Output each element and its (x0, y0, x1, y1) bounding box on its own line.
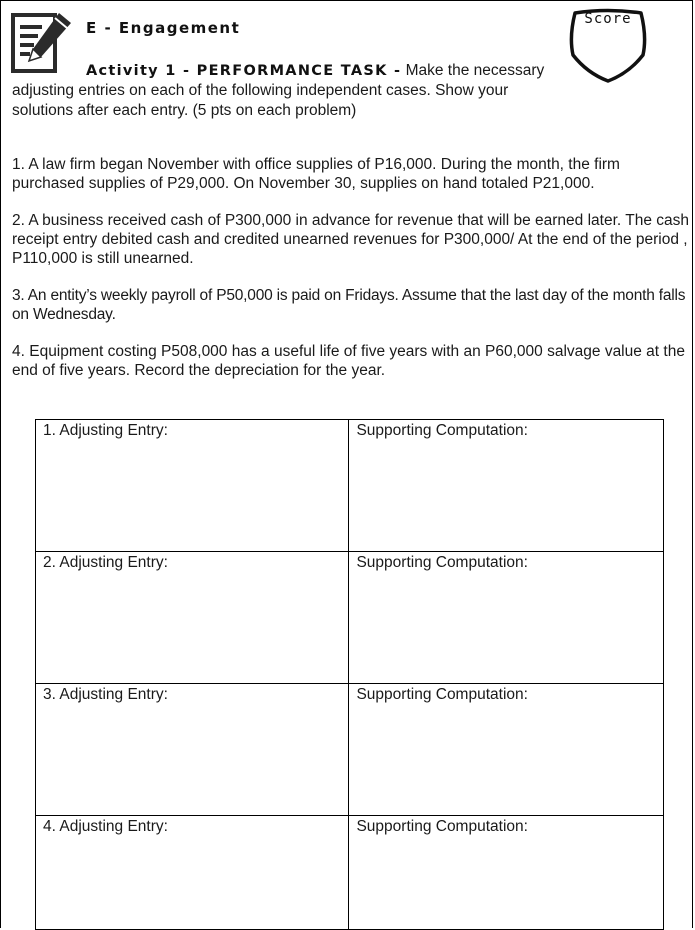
adjusting-entry-cell-2[interactable] (36, 552, 349, 684)
instructions (12, 61, 557, 121)
supporting-computation-label: Supporting Computation: (356, 422, 528, 439)
adjusting-entry-cell-3[interactable] (36, 684, 349, 816)
supporting-computation-cell-4[interactable] (349, 816, 664, 930)
supporting-computation-cell-2[interactable] (349, 552, 664, 684)
adjusting-entry-cell-4[interactable] (36, 816, 349, 930)
adjusting-entry-label: 2. Adjusting Entry: (43, 554, 168, 571)
adjusting-entry-cell-1[interactable] (36, 420, 349, 552)
adjusting-entry-label: 3. Adjusting Entry: (43, 686, 168, 703)
activity-label: Activity 1 - PERFORMANCE TASK - (86, 63, 402, 79)
adjusting-entry-label: 4. Adjusting Entry: (43, 818, 168, 835)
problem-3: 3. An entity’s weekly payroll of P50,000 is paid on Fridays. Assume that the last day of the month falls on Wednesday. (12, 287, 686, 323)
problem-list (12, 155, 692, 380)
section-title: E - Engagement (86, 19, 241, 37)
supporting-computation-label: Supporting Computation: (356, 818, 528, 835)
supporting-computation-cell-3[interactable] (349, 684, 664, 816)
table-row (36, 420, 664, 552)
problem-2: 2. A business received cash of P300,000 in advance for revenue that will be earned later. The cash receipt entry debited cash and credited unearned revenues for P300,000/ At the end of the period , P110,000 is still unearned. (12, 212, 689, 267)
answer-table (35, 419, 664, 930)
supporting-computation-label: Supporting Computation: (356, 686, 528, 703)
score-label: Score (584, 11, 632, 27)
adjusting-entry-label: 1. Adjusting Entry: (43, 422, 168, 439)
problem-1: 1. A law firm began November with office supplies of P16,000. During the month, the firm purchased supplies of P29,000. On November 30, supplies on hand totaled P21,000. (12, 156, 620, 192)
table-row (36, 552, 664, 684)
table-row (36, 684, 664, 816)
table-row (36, 816, 664, 930)
supporting-computation-label: Supporting Computation: (356, 554, 528, 571)
supporting-computation-cell-1[interactable] (349, 420, 664, 552)
instructions-line1: Make the necessary (401, 62, 545, 79)
problem-4: 4. Equipment costing P508,000 has a useful life of five years with an P60,000 salvage value at the end of five years. Record the depreciation for the year. (12, 343, 685, 379)
instructions-rest: adjusting entries on each of the following independent cases. Show your solutions after each entry. (5 pts on each problem) (12, 82, 509, 119)
